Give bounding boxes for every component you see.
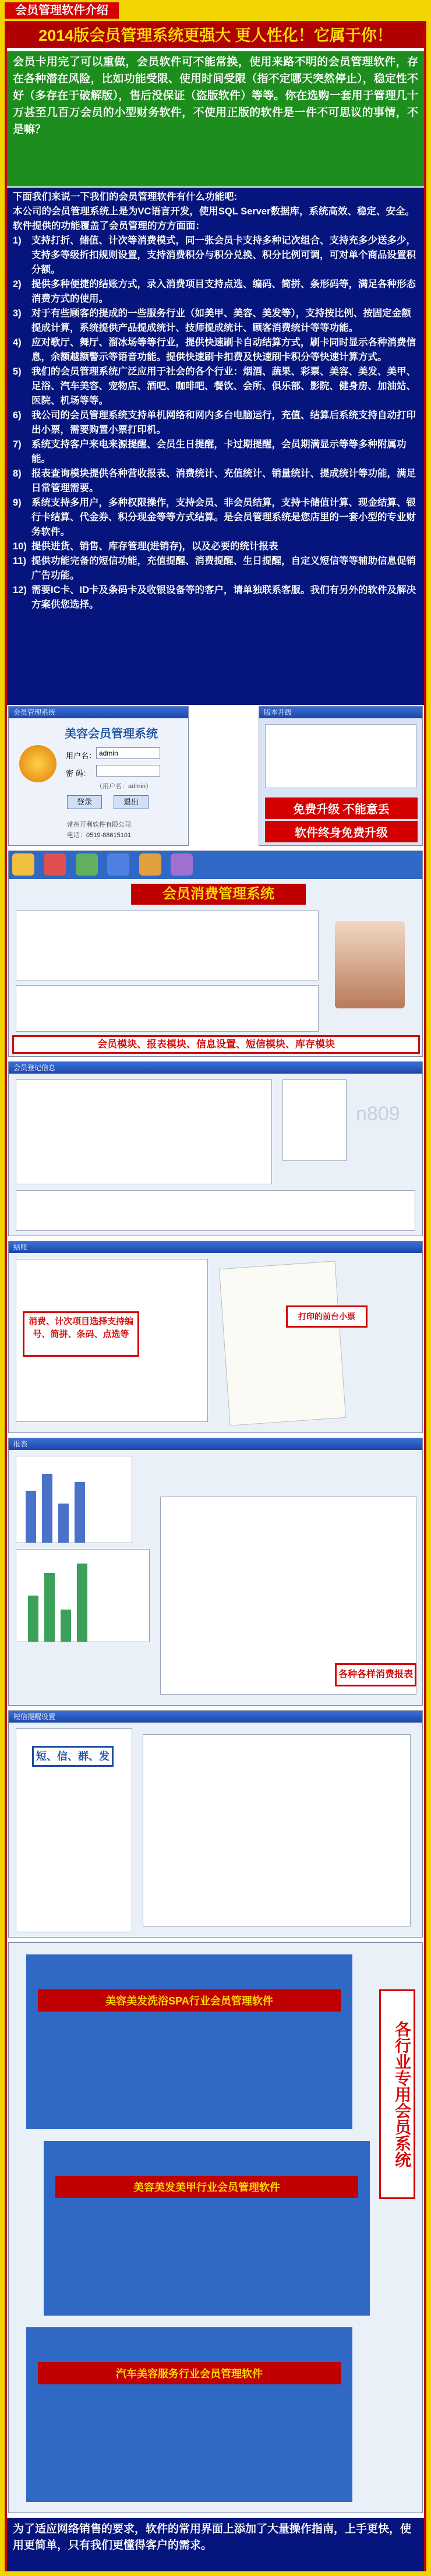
sms-window-title: 短信提醒设置: [9, 1711, 422, 1723]
reports-window-title: 报表: [9, 1438, 422, 1450]
upgrade-promo-line-1: 免费升级 不能意丢: [265, 797, 418, 819]
register-photo-box: [282, 1079, 347, 1161]
feature-item: [13, 277, 418, 306]
checkout-label: 消费、计次项目选择支持编号、简拼、条码、点选等: [23, 1311, 139, 1357]
login-logo-icon: [19, 745, 56, 782]
feature-text: 对于有些顾客的提成的一些服务行业（如美甲、美容、美发等），支持按比例、按固定金额提成计算，系统提供产品提成统计、技师提成统计、顾客消费统计等等功能。: [31, 308, 411, 333]
main-app-title: 会员消费管理系统: [131, 884, 306, 905]
login-button[interactable]: 登录: [67, 795, 102, 809]
receipt-image: [219, 1261, 346, 1425]
consumption-table: [16, 985, 319, 1032]
checkout-window-title: 结账: [9, 1241, 422, 1253]
feature-item: [13, 306, 418, 336]
feature-number: 6): [13, 410, 22, 421]
intro-text: 会员卡用完了可以重做，会员软件可不能常换，使用来路不明的会员管理软件，存在各种潜在风险，比如功能受限、使用时间受限（指不定哪天突然停止），稳定性不好（多存在于破解版），售后没保证（盗版软件）等等。你在选购一套用于管理几十万甚至几百万会员的小型财务软件，不使用正版的软件是一件不可思议的事情，不是嘛？: [7, 51, 424, 186]
footer-note: 为了适应网络销售的要求，软件的常用界面上添加了大量操作指南，上手更快，使用更简单，只有我们更懂得客户的需求。: [7, 2518, 424, 2571]
upgrade-promo-line-2: 软件终身免费升级: [265, 821, 418, 842]
checkout-screenshot: [8, 1241, 423, 1433]
feature-number: 11): [13, 556, 26, 566]
industry-app-2-title: 美容美发美甲行业会员管理软件: [55, 2176, 358, 2198]
register-window-title: 会员登记信息: [9, 1062, 422, 1074]
main-toolbar: [9, 851, 422, 879]
member-avatar: [335, 921, 405, 1008]
feature-number: 1): [13, 235, 22, 246]
login-hint: （用户名：admin）: [96, 783, 152, 790]
feature-number: 12): [13, 585, 27, 595]
receipt-label: 打印的前台小票: [286, 1305, 368, 1328]
checkout-icon[interactable]: [44, 853, 66, 876]
features-lead-2: 本公司的会员管理系统上是为VC语言开发，使用SQL Server数据库，系统高效、稳定、安全。软件提供的功能覆盖了会员管理的方方面面：: [13, 206, 415, 231]
feature-number: 4): [13, 337, 22, 348]
feature-text: 系统支持客户来电来源提醒、会员生日提醒，卡过期提醒，会员期满显示等等多种附属功能。: [31, 439, 407, 464]
feature-number: 10): [13, 541, 27, 552]
register-form: [16, 1079, 272, 1184]
feature-item: [13, 437, 418, 467]
feature-text: 支持打折、储值、计次等消费模式，同一张会员卡支持多种记次组合、支持充多少送多少，支持多等级折扣规则设置，支持消费积分与积分兑换、积分比例可调，可对单个商品设置积分额。: [31, 235, 416, 275]
feature-item: [13, 408, 418, 437]
feature-number: 8): [13, 468, 22, 479]
feature-item: [13, 336, 418, 365]
register-screenshot: [8, 1061, 423, 1236]
login-app-title: 美容会员管理系统: [65, 728, 158, 740]
features-section: [7, 188, 424, 705]
features-lead: 下面我们来说一下我们的会员管理软件有什么功能吧:: [13, 192, 237, 202]
feature-number: 2): [13, 279, 22, 290]
feature-item: [13, 496, 418, 539]
sms-label: 短、信、群、发: [32, 1746, 114, 1767]
industries-label: 各行业专用会员系统: [379, 1989, 415, 2199]
feature-text: 系统支持多用户，多种权限操作，支持会员、非会员结算，支持卡储值计算、现金结算、银行卡结算、代金券、积分现金等等方式结算。是会员管理系统是您店里的一套小型的专业财务软件。: [31, 497, 416, 537]
settings-icon[interactable]: [171, 853, 193, 876]
page-title: 会员管理软件介绍: [5, 2, 119, 19]
industry-app-3-title: 汽车美容服务行业会员管理软件: [38, 2362, 341, 2384]
reports-screenshot: [8, 1438, 423, 1706]
feature-item: [13, 234, 418, 277]
feature-text: 我们的会员管理系统广泛应用于社会的各个行业：烟酒、蔬果、彩票、美容、美发、美甲、足浴、汽车美容、宠物店、酒吧、咖啡吧、餐饮、会所、俱乐部、影院、健身房、加油站、医院、机场等等。: [31, 366, 416, 406]
login-screenshot: [8, 706, 189, 846]
username-input[interactable]: admin: [96, 747, 160, 759]
stock-icon[interactable]: [107, 853, 129, 876]
sms-settings-panel: [143, 1734, 411, 1926]
feature-number: 9): [13, 497, 22, 508]
sms-icon[interactable]: [139, 853, 161, 876]
member-icon[interactable]: [12, 853, 34, 876]
feature-text: 提供进货、销售、库存管理(进销存)，以及必要的统计报表: [31, 541, 278, 552]
report-chart-1: [16, 1456, 132, 1543]
industries-screenshot: [8, 1942, 423, 2513]
password-input[interactable]: [96, 765, 160, 777]
sms-screenshot: [8, 1710, 423, 1938]
upgrade-screenshot: [259, 706, 423, 846]
login-window-title: 会员管理系统: [9, 707, 188, 718]
feature-text: 提供功能完备的短信功能，充值提醒、消费提醒、生日提醒，自定义短信等等辅助信息促销广告功能。: [31, 556, 416, 581]
feature-text: 报表查询模块提供各种营收报表、消费统计、充值统计、销量统计、提成统计等功能，满足日常管理需要。: [31, 468, 416, 493]
feature-item: [13, 539, 418, 554]
feature-text: 我公司的会员管理系统支持单机网络和网内多台电脑运行，充值、结算后系统支持自动打印出小票，需要购置小票打印机。: [31, 410, 416, 435]
exit-button[interactable]: 退出: [114, 795, 149, 809]
upgrade-panel: [265, 724, 416, 788]
watermark: n809: [356, 1103, 400, 1125]
feature-number: 5): [13, 366, 22, 377]
industry-app-2: [44, 2141, 370, 2316]
feature-text: 需要IC卡、ID卡及条码卡及收银设备等的客户，请单独联系客服。我们有另外的软件及解决方案供您选择。: [31, 585, 416, 610]
register-table: [16, 1190, 415, 1231]
feature-item: [13, 365, 418, 408]
reports-label: 各种各样消费报表: [335, 1663, 416, 1686]
password-label: 密 码：: [66, 769, 91, 778]
main-modules-label: 会员模块、报表模块、信息设置、短信模块、库存模块: [12, 1035, 420, 1054]
company-name: 常州开利软件有限公司: [67, 821, 131, 828]
member-info-panel: [16, 911, 319, 980]
upgrade-window-title: 版本升级: [259, 707, 422, 718]
feature-text: 提供多种便捷的结账方式，录入消费项目支持点选、编码、简拼、条形码等，满足各种形态消费方式的使用。: [31, 279, 416, 304]
industry-app-1-title: 美容美发洗浴SPA行业会员管理软件: [38, 1989, 341, 2012]
feature-item: [13, 554, 418, 583]
main-screenshot: [8, 851, 423, 1057]
feature-item: [13, 467, 418, 496]
feature-number: 3): [13, 308, 22, 319]
industry-app-1: [26, 1954, 352, 2129]
report-chart-2: [16, 1549, 150, 1642]
username-label: 用户名：: [66, 751, 97, 760]
company-phone: 电话：0519-88615101: [67, 832, 132, 839]
feature-list: [13, 234, 418, 612]
feature-text: 应对歌厅、舞厅、溜冰场等等行业，提供快速刷卡自动结算方式，刷卡同时显示各种消费信息，余额越额警示等语音功能。提供快速刷卡扣费及快速刷卡积分等快速计算方式。: [31, 337, 416, 362]
report-icon[interactable]: [76, 853, 98, 876]
industry-app-3: [26, 2327, 352, 2502]
feature-item: [13, 583, 418, 612]
promo-banner: 2014版会员管理系统更强大 更人性化！它属于你！: [7, 23, 424, 48]
feature-number: 7): [13, 439, 22, 450]
